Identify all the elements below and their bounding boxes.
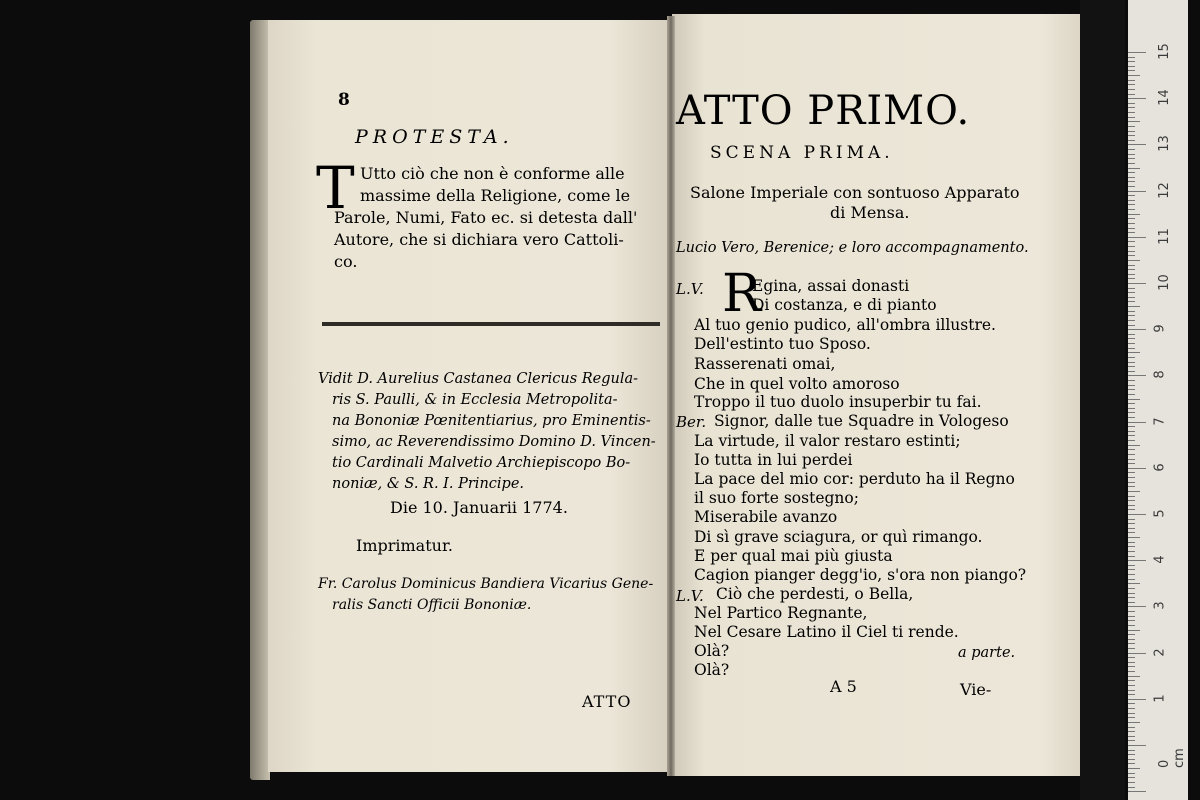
ruler-tick [1128, 311, 1135, 312]
catchword-right: Vie- [960, 680, 992, 699]
ruler-tick [1128, 653, 1146, 654]
ruler-tick [1128, 149, 1135, 150]
ruler-tick [1128, 126, 1135, 127]
ruler-tick [1128, 662, 1135, 663]
ruler-tick [1128, 301, 1135, 302]
verse-line: Egina, assai donasti [752, 277, 910, 295]
verse-line: Dell'estinto tuo Sposo. [694, 335, 871, 353]
ruler-tick [1128, 537, 1140, 538]
ruler-tick [1128, 158, 1135, 159]
ruler-tick [1128, 389, 1135, 390]
scene-heading: SCENA PRIMA. [710, 143, 894, 163]
ruler-tick [1128, 634, 1135, 635]
speaker-label: L.V. [676, 280, 704, 298]
ruler-label: 14 [1156, 89, 1172, 106]
ruler-tick [1128, 509, 1135, 510]
vidit-line: simo, ac Reverendissimo Domino D. Vincen- [332, 434, 656, 450]
ruler-tick [1128, 745, 1146, 746]
ruler-tick [1128, 204, 1135, 205]
book-gutter [667, 16, 675, 776]
ruler-tick [1128, 468, 1146, 469]
stage-direction-aside: a parte. [958, 645, 1016, 661]
ruler-tick [1128, 371, 1135, 372]
ruler-tick [1128, 177, 1135, 178]
ruler-tick [1128, 754, 1135, 755]
ruler-tick [1128, 348, 1135, 349]
ruler-tick [1128, 417, 1135, 418]
ruler-tick [1128, 288, 1135, 289]
ruler-tick [1128, 52, 1146, 53]
verse-line: Olà? [694, 642, 730, 660]
verse-line: Di sì grave sciagura, or quì rimango. [694, 528, 983, 546]
ruler-tick [1128, 569, 1135, 570]
ruler-tick [1128, 731, 1135, 732]
protesta-heading: PROTESTA. [355, 126, 514, 148]
ruler-tick [1128, 218, 1135, 219]
drop-cap-r: R [722, 264, 762, 324]
ruler-tick [1128, 736, 1135, 737]
ruler-tick [1128, 773, 1135, 774]
ruler-tick [1128, 551, 1135, 552]
ruler-tick [1128, 630, 1140, 631]
page-number: 8 [338, 90, 350, 110]
ruler-tick [1128, 431, 1135, 432]
vidit-line: Vidit D. Aurelius Castanea Clericus Regula- [318, 371, 639, 387]
ruler-tick [1128, 265, 1135, 266]
vidit-line: tio Cardinali Malvetio Archiepiscopo Bo- [332, 455, 631, 471]
ruler-tick [1128, 403, 1135, 404]
ruler-tick [1128, 172, 1135, 173]
ruler-tick [1128, 625, 1135, 626]
ruler-label: 2 [1152, 647, 1168, 657]
ruler-tick [1128, 140, 1135, 141]
verse-line: La virtude, il valor restaro estinti; [694, 432, 961, 450]
ruler-tick [1128, 98, 1146, 99]
ruler-tick [1128, 565, 1135, 566]
ruler-label: 0 cm [1157, 748, 1187, 768]
ruler-tick [1128, 597, 1135, 598]
verse-line: il suo forte sostegno; [694, 489, 859, 507]
ruler-tick [1128, 514, 1146, 515]
ruler-tick [1128, 412, 1135, 413]
verse-line: Rasserenati omai, [694, 355, 836, 373]
ruler-tick [1128, 274, 1135, 275]
ruler-tick [1128, 89, 1135, 90]
ruler-tick [1128, 352, 1140, 353]
act-title: ATTO PRIMO. [676, 88, 971, 134]
ruler-tick [1128, 750, 1135, 751]
verse-line: Di costanza, e di pianto [752, 296, 937, 314]
ruler-tick [1128, 606, 1146, 607]
ruler-tick [1128, 648, 1135, 649]
ruler-tick [1128, 445, 1140, 446]
verse-line: Al tuo genio pudico, all'ombra illustre. [694, 316, 996, 334]
ruler-tick [1128, 278, 1135, 279]
ruler-tick [1128, 449, 1135, 450]
drop-cap-t: T [316, 154, 355, 222]
ruler-label: 11 [1156, 228, 1172, 245]
ruler-tick [1128, 255, 1135, 256]
ruler-tick [1128, 685, 1135, 686]
ruler-tick [1128, 602, 1135, 603]
ruler-tick [1128, 463, 1135, 464]
verse-line: Ciò che perdesti, o Bella, [716, 585, 914, 603]
ruler-tick [1128, 422, 1146, 423]
ruler-tick [1128, 588, 1135, 589]
ruler-tick [1128, 135, 1135, 136]
ruler-tick [1128, 593, 1135, 594]
ruler-tick [1128, 103, 1135, 104]
ruler-tick [1128, 763, 1135, 764]
vidit-line: noniæ, & S. R. I. Principe. [332, 476, 525, 492]
ruler-tick [1128, 362, 1135, 363]
ruler-tick [1128, 528, 1135, 529]
speaker-label: L.V. [676, 587, 704, 605]
protest-line: Utto ciò che non è conforme alle [360, 164, 625, 183]
ruler-label: 6 [1152, 463, 1168, 472]
ruler-tick [1128, 472, 1135, 473]
ruler-tick [1128, 186, 1135, 187]
ruler-tick [1128, 440, 1135, 441]
verse-line: Nel Cesare Latino il Ciel ti rende. [694, 623, 959, 641]
ruler-tick [1128, 523, 1135, 524]
ruler-tick [1128, 181, 1135, 182]
ruler-tick [1128, 639, 1135, 640]
ruler-tick [1128, 620, 1135, 621]
ruler-tick [1128, 556, 1135, 557]
ruler-tick [1128, 306, 1140, 307]
background-shadow [1080, 0, 1125, 800]
speaker-label: Ber. [676, 413, 707, 431]
ruler-tick [1128, 740, 1135, 741]
ruler-tick [1128, 759, 1135, 760]
ruler-tick [1128, 232, 1135, 233]
ruler-tick [1128, 482, 1135, 483]
ruler-tick [1128, 80, 1135, 81]
book-page-edges [250, 20, 270, 780]
ruler-tick [1128, 357, 1135, 358]
ruler-tick [1128, 292, 1135, 293]
protest-line: Autore, che si dichiara vero Cattoli- [334, 230, 624, 249]
ruler-tick [1128, 241, 1135, 242]
ruler-tick [1128, 57, 1135, 58]
ruler-tick [1128, 408, 1135, 409]
ruler-tick [1128, 722, 1140, 723]
ruler-tick [1128, 329, 1146, 330]
ruler-tick [1128, 708, 1135, 709]
ruler-tick [1128, 191, 1146, 192]
ruler-tick [1128, 246, 1135, 247]
ruler-label: 1 [1152, 694, 1168, 703]
ruler-tick [1128, 694, 1135, 695]
ruler-label: 9 [1152, 324, 1168, 333]
ruler-tick [1128, 214, 1140, 215]
ruler-tick [1128, 616, 1135, 617]
ruler-tick [1128, 320, 1135, 321]
ruler-tick [1128, 251, 1135, 252]
ruler-tick [1128, 699, 1146, 700]
ruler-tick [1128, 297, 1135, 298]
ruler-tick [1128, 560, 1146, 561]
ruler-tick [1128, 542, 1135, 543]
ruler-tick [1128, 477, 1135, 478]
ruler-tick [1128, 366, 1135, 367]
ruler-tick [1128, 200, 1135, 201]
ruler-tick [1128, 486, 1135, 487]
protest-line: co. [334, 252, 358, 271]
ruler-tick [1128, 385, 1135, 386]
ruler-label: 5 [1152, 509, 1168, 518]
verse-line: La pace del mio cor: perduto ha il Regno [694, 470, 1015, 488]
ruler-tick [1128, 519, 1135, 520]
ruler-tick [1128, 791, 1146, 792]
ruler-tick [1128, 121, 1140, 122]
ruler-label: 12 [1156, 181, 1172, 199]
ruler-tick [1128, 260, 1140, 261]
ruler-tick [1128, 144, 1146, 145]
ruler-tick [1128, 435, 1135, 436]
ruler-tick [1128, 768, 1140, 769]
signature-mark: A 5 [830, 677, 857, 696]
ruler-tick [1128, 717, 1135, 718]
ruler-tick [1128, 117, 1135, 118]
character-list: Lucio Vero, Berenice; e loro accompagnamento. [676, 240, 1029, 256]
ruler-tick [1128, 269, 1135, 270]
setting-line-1: Salone Imperiale con sontuoso Apparato [690, 183, 1020, 202]
verse-line: Io tutta in lui perdei [694, 451, 853, 469]
ruler-tick [1128, 454, 1135, 455]
imprimatur: Imprimatur. [356, 536, 453, 555]
ruler-tick [1128, 94, 1135, 95]
ruler-tick [1128, 343, 1135, 344]
ruler-tick [1128, 657, 1135, 658]
ruler-label: 15 [1156, 43, 1172, 60]
fr-line: Fr. Carolus Dominicus Bandiera Vicarius Gene- [318, 576, 654, 592]
verse-line: Miserabile avanzo [694, 508, 838, 526]
ruler-tick [1128, 223, 1135, 224]
setting-line-2: di Mensa. [830, 203, 910, 222]
ruler-label: 3 [1152, 601, 1168, 611]
ruler-tick [1128, 131, 1135, 132]
ruler-tick [1128, 168, 1140, 169]
ruler-tick [1128, 283, 1146, 284]
verse-line: E per qual mai più giusta [694, 547, 893, 565]
protest-line: massime della Religione, come le [360, 186, 631, 205]
ruler-tick [1128, 75, 1140, 76]
ruler-tick [1128, 671, 1135, 672]
ruler-tick [1128, 209, 1135, 210]
ruler-tick [1128, 690, 1135, 691]
ruler-tick [1128, 237, 1146, 238]
approval-date: Die 10. Januarii 1774. [390, 498, 568, 517]
ruler-tick [1128, 713, 1135, 714]
ruler-tick [1128, 676, 1140, 677]
ruler-tick [1128, 727, 1135, 728]
ruler-tick [1128, 394, 1135, 395]
measuring-ruler [1128, 0, 1188, 800]
verse-line: Signor, dalle tue Squadre in Vologeso [714, 412, 1009, 430]
verse-line: Olà? [694, 661, 730, 679]
ruler-tick [1128, 338, 1135, 339]
ruler-tick [1128, 426, 1135, 427]
ruler-tick [1128, 787, 1135, 788]
ruler-tick [1128, 666, 1135, 667]
ruler-tick [1128, 583, 1140, 584]
ruler-tick [1128, 611, 1135, 612]
ruler-tick [1128, 777, 1135, 778]
ruler-tick [1128, 375, 1146, 376]
ruler-tick [1128, 228, 1135, 229]
ruler-tick [1128, 399, 1140, 400]
ruler-tick [1128, 505, 1135, 506]
ruler-tick [1128, 496, 1135, 497]
protest-line: Parole, Numi, Fato ec. si detesta dall' [334, 208, 638, 227]
ruler-tick [1128, 574, 1135, 575]
ruler-tick [1128, 491, 1140, 492]
ruler-tick [1128, 532, 1135, 533]
verse-line: Troppo il tuo duolo insuperbir tu fai. [694, 393, 982, 411]
ruler-tick [1128, 782, 1135, 783]
ruler-tick [1128, 70, 1135, 71]
ruler-tick [1128, 380, 1135, 381]
ruler-tick [1128, 61, 1135, 62]
verse-line: Che in quel volto amoroso [694, 375, 900, 393]
ruler-tick [1128, 680, 1135, 681]
ruler-tick [1128, 163, 1135, 164]
divider-rule [322, 322, 660, 326]
ruler-tick [1128, 459, 1135, 460]
ruler-tick [1128, 546, 1135, 547]
ruler-tick [1128, 154, 1135, 155]
ruler-label: 8 [1152, 370, 1168, 380]
ruler-tick [1128, 195, 1135, 196]
ruler-label: 10 [1156, 274, 1172, 291]
vidit-line: na Bononiæ Pœnitentiarius, pro Eminentis- [332, 413, 651, 429]
verse-line: Nel Partico Regnante, [694, 604, 868, 622]
vidit-line: ris S. Paulli, & in Ecclesia Metropolita- [332, 392, 618, 408]
ruler-tick [1128, 500, 1135, 501]
ruler-tick [1128, 315, 1135, 316]
ruler-label: 13 [1156, 135, 1172, 153]
fr-line: ralis Sancti Officii Bononiæ. [332, 597, 532, 613]
ruler-tick [1128, 579, 1135, 580]
ruler-tick [1128, 84, 1135, 85]
ruler-tick [1128, 107, 1135, 108]
ruler-tick [1128, 325, 1135, 326]
ruler-tick [1128, 643, 1135, 644]
verse-line: Cagion pianger degg'io, s'ora non piango? [694, 566, 1027, 584]
ruler-tick [1128, 112, 1135, 113]
catchword-left: ATTO [582, 692, 632, 711]
ruler-label: 7 [1152, 416, 1168, 426]
ruler-tick [1128, 334, 1135, 335]
ruler-tick [1128, 703, 1135, 704]
ruler-label: 4 [1152, 555, 1168, 564]
ruler-tick [1128, 66, 1135, 67]
